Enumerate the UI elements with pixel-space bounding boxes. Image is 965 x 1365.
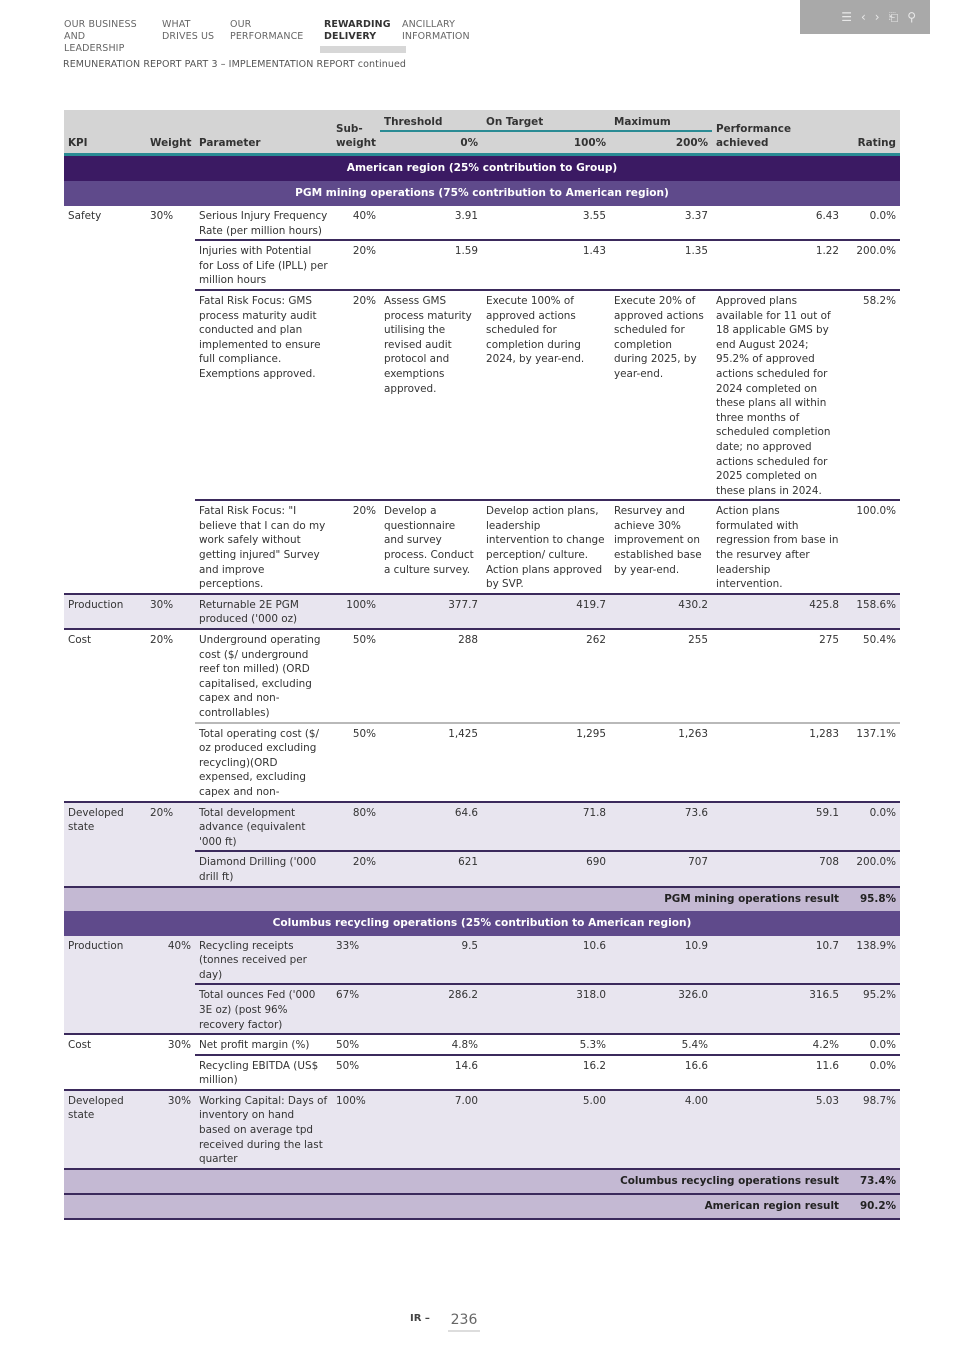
nav-our-business[interactable]: OUR BUSINESS AND LEADERSHIP	[64, 19, 137, 54]
subweight-cell: 50%	[332, 629, 380, 723]
header-subweight: Sub- weight	[332, 110, 380, 155]
parameter-cell: Total development advance (equivalent '000 ft)	[195, 802, 332, 852]
threshold-cell: 14.6	[380, 1055, 482, 1090]
nav-ancillary-information[interactable]: ANCILLARY INFORMATION	[402, 19, 470, 42]
maximum-cell: 73.6	[610, 802, 712, 852]
subweight-cell: 20%	[332, 290, 380, 500]
achieved-cell: 4.2%	[712, 1034, 843, 1055]
threshold-cell: 621	[380, 851, 482, 886]
pgm-result-value: 95.8%	[843, 887, 900, 911]
nav-rewarding-delivery[interactable]: REWARDING DELIVERY	[324, 19, 388, 55]
on-target-cell: 690	[482, 851, 610, 886]
subweight-cell: 50%	[332, 1034, 380, 1055]
header-threshold-pct: 0%	[380, 131, 482, 155]
parameter-cell: Working Capital: Days of inventory on hand based on average tpd received during the last quarter	[195, 1090, 332, 1169]
kpi-cell: Developed state	[64, 802, 146, 887]
on-target-cell: 3.55	[582, 210, 606, 222]
menu-icon[interactable]: ☰	[841, 10, 852, 24]
table-row	[64, 936, 900, 985]
header-maximum: Maximum	[610, 110, 712, 131]
threshold-cell: 64.6	[380, 802, 482, 852]
section-nav	[64, 19, 496, 55]
exit-icon[interactable]: ⎗	[888, 9, 899, 24]
parameter-cell: Recycling receipts (tonnes received per day)	[195, 936, 332, 985]
subweight-cell: 20%	[332, 851, 380, 886]
subweight-cell: 40%	[352, 210, 376, 222]
on-target-cell: 5.3%	[482, 1034, 610, 1055]
rating-cell: 137.1%	[843, 723, 900, 802]
achieved-cell: Approved plans available for 11 out of 18 applicable GMS by end August 2024; 95.2% of approved actions scheduled for 2024 completed on these plans all within three months of scheduled completion date; no approved actions scheduled for 2025 completed on these plans in 2024.	[712, 290, 843, 500]
rating-cell: 0.0%	[843, 802, 900, 852]
on-target-cell: Execute 100% of approved actions scheduled for completion during 2024, by year-end.	[482, 290, 610, 500]
header-weight: Weight	[146, 110, 195, 155]
subweight-cell: 67%	[332, 984, 380, 1034]
parameter-cell: Total operating cost ($/ oz produced excluding recycling)(ORD expensed, excluding capex and non-	[195, 723, 332, 802]
pgm-result-label: PGM mining operations result	[64, 887, 843, 911]
maximum-cell: 16.6	[610, 1055, 712, 1090]
pgm-header: PGM mining operations (75% contribution to American region)	[64, 181, 900, 206]
rating-cell: 200.0%	[843, 240, 900, 290]
maximum-cell: 1.35	[610, 240, 712, 290]
maximum-cell: 3.37	[684, 210, 708, 222]
rating-cell: 50.4%	[843, 629, 900, 723]
header-parameter: Parameter	[195, 110, 332, 155]
columbus-result-row	[64, 1169, 900, 1194]
parameter-cell: Underground operating cost ($/ underground reef ton milled) (ORD capitalised, excluding capex and non-controllables)	[195, 629, 332, 723]
chevron-left-icon[interactable]: ‹	[860, 10, 866, 24]
header-on-target-pct: 100%	[482, 131, 610, 155]
achieved-cell: 316.5	[712, 984, 843, 1034]
kpi-cell: Cost	[64, 1034, 146, 1090]
maximum-cell: 707	[610, 851, 712, 886]
weight-cell: 20%	[146, 802, 195, 887]
viewer-toolbar	[800, 0, 930, 34]
threshold-cell: 7.00	[380, 1090, 482, 1169]
maximum-cell: 255	[610, 629, 712, 723]
footer-prefix: IR –	[410, 1313, 430, 1324]
parameter-cell: Recycling EBITDA (US$ million)	[195, 1055, 332, 1090]
subweight-cell: 33%	[332, 936, 380, 985]
maximum-cell: Execute 20% of approved actions scheduled for completion during 2025, by year-end.	[610, 290, 712, 500]
kpi-cell: Production	[64, 936, 146, 1035]
page-subtitle: REMUNERATION REPORT PART 3 – IMPLEMENTATION REPORT continued	[63, 59, 407, 70]
achieved-cell: 59.1	[712, 802, 843, 852]
maximum-cell: 326.0	[610, 984, 712, 1034]
threshold-cell: 286.2	[380, 984, 482, 1034]
threshold-cell: 4.8%	[380, 1034, 482, 1055]
maximum-cell: Resurvey and achieve 30% improvement on established base by year-end.	[610, 500, 712, 594]
region-header: American region (25% contribution to Group)	[64, 155, 900, 182]
table-row	[64, 206, 900, 240]
achieved-cell: Action plans formulated with regression from base in the resurvey after leadership intervention.	[712, 500, 843, 594]
table-row	[64, 594, 900, 629]
header-performance: Performance achieved	[712, 110, 843, 155]
kpi-table	[64, 110, 900, 1220]
weight-cell: 30%	[150, 210, 174, 222]
weight-cell: 20%	[146, 629, 195, 802]
on-target-cell: 318.0	[482, 984, 610, 1034]
weight-cell: 30%	[146, 1090, 195, 1169]
search-icon[interactable]: ⚲	[907, 10, 916, 24]
parameter-cell: Serious Injury Frequency Rate (per million hours)	[199, 210, 328, 237]
page-number: 236	[448, 1312, 480, 1332]
rating-cell: 0.0%	[843, 1034, 900, 1055]
parameter-cell: Returnable 2E PGM produced ('000 oz)	[195, 594, 332, 629]
columbus-header: Columbus recycling operations (25% contribution to American region)	[64, 911, 900, 936]
nav-our-performance[interactable]: OUR PERFORMANCE	[230, 19, 304, 42]
header-on-target: On Target	[482, 110, 610, 131]
table-row	[64, 802, 900, 852]
threshold-cell: Develop a questionnaire and survey process. Conduct a culture survey.	[380, 500, 482, 594]
rating-cell: 200.0%	[843, 851, 900, 886]
achieved-cell: 6.43	[815, 210, 839, 222]
maximum-cell: 10.9	[610, 936, 712, 985]
rating-cell: 95.2%	[843, 984, 900, 1034]
parameter-cell: Fatal Risk Focus: GMS process maturity audit conducted and plan implemented to ensure full compliance. Exemptions approved.	[195, 290, 332, 500]
parameter-cell: Diamond Drilling ('000 drill ft)	[195, 851, 332, 886]
rating-cell: 58.2%	[843, 290, 900, 500]
rating-cell: 100.0%	[843, 500, 900, 594]
header-kpi: KPI	[64, 110, 146, 155]
threshold-cell: 377.7	[380, 594, 482, 629]
on-target-cell: 71.8	[482, 802, 610, 852]
maximum-cell: 5.4%	[610, 1034, 712, 1055]
achieved-cell: 11.6	[712, 1055, 843, 1090]
kpi-cell: Developed state	[64, 1090, 146, 1169]
rating-cell: 138.9%	[843, 936, 900, 985]
parameter-cell: Net profit margin (%)	[195, 1034, 332, 1055]
on-target-cell: 1,295	[482, 723, 610, 802]
kpi-cell: Production	[64, 594, 146, 629]
header-rating: Rating	[843, 110, 900, 155]
subweight-cell: 20%	[332, 500, 380, 594]
nav-what-drives-us[interactable]: WHAT DRIVES US	[162, 19, 215, 42]
achieved-cell: 1,283	[712, 723, 843, 802]
threshold-cell: 288	[380, 629, 482, 723]
threshold-cell: 1,425	[380, 723, 482, 802]
on-target-cell: 262	[482, 629, 610, 723]
parameter-cell: Total ounces Fed ('000 3E oz) (post 96% recovery factor)	[195, 984, 332, 1034]
on-target-cell: 5.00	[482, 1090, 610, 1169]
pgm-result-row	[64, 887, 900, 911]
on-target-cell: 419.7	[482, 594, 610, 629]
header-threshold: Threshold	[380, 110, 482, 131]
table-row	[64, 629, 900, 723]
chevron-right-icon[interactable]: ›	[874, 10, 880, 24]
subweight-cell: 100%	[332, 594, 380, 629]
subweight-cell: 100%	[332, 1090, 380, 1169]
achieved-cell: 10.7	[712, 936, 843, 985]
weight-cell: 30%	[146, 594, 195, 629]
kpi-cell: Cost	[64, 629, 146, 802]
threshold-cell: Assess GMS process maturity utilising the revised audit protocol and exemptions approved.	[380, 290, 482, 500]
rating-cell: 0.0%	[869, 210, 896, 222]
on-target-cell: 10.6	[482, 936, 610, 985]
threshold-cell: 1.59	[380, 240, 482, 290]
parameter-cell: Fatal Risk Focus: "I believe that I can do my work safely without getting injured" Survey and improve perceptions.	[195, 500, 332, 594]
kpi-cell: Safety	[68, 210, 102, 222]
achieved-cell: 5.03	[712, 1090, 843, 1169]
threshold-cell: 3.91	[454, 210, 478, 222]
subweight-cell: 50%	[332, 723, 380, 802]
header-maximum-pct: 200%	[610, 131, 712, 155]
achieved-cell: 708	[712, 851, 843, 886]
table-row	[64, 1034, 900, 1055]
parameter-cell: Injuries with Potential for Loss of Life (IPLL) per million hours	[195, 240, 332, 290]
weight-cell: 30%	[146, 1034, 195, 1090]
rating-cell: 98.7%	[843, 1090, 900, 1169]
american-result-row	[64, 1194, 900, 1219]
threshold-cell: 9.5	[380, 936, 482, 985]
on-target-cell: 16.2	[482, 1055, 610, 1090]
achieved-cell: 1.22	[712, 240, 843, 290]
achieved-cell: 425.8	[712, 594, 843, 629]
on-target-cell: 1.43	[482, 240, 610, 290]
columbus-result-value: 73.4%	[843, 1169, 900, 1194]
achieved-cell: 275	[712, 629, 843, 723]
weight-cell: 40%	[146, 936, 195, 1035]
american-result-label: American region result	[64, 1194, 843, 1219]
subweight-cell: 80%	[332, 802, 380, 852]
on-target-cell: Develop action plans, leadership intervention to change perception/ culture. Action plans approved by SVP.	[482, 500, 610, 594]
american-result-value: 90.2%	[843, 1194, 900, 1219]
maximum-cell: 430.2	[610, 594, 712, 629]
maximum-cell: 4.00	[610, 1090, 712, 1169]
subweight-cell: 20%	[332, 240, 380, 290]
table-row	[64, 1090, 900, 1169]
subweight-cell: 50%	[332, 1055, 380, 1090]
maximum-cell: 1,263	[610, 723, 712, 802]
rating-cell: 158.6%	[843, 594, 900, 629]
rating-cell: 0.0%	[843, 1055, 900, 1090]
columbus-result-label: Columbus recycling operations result	[64, 1169, 843, 1194]
